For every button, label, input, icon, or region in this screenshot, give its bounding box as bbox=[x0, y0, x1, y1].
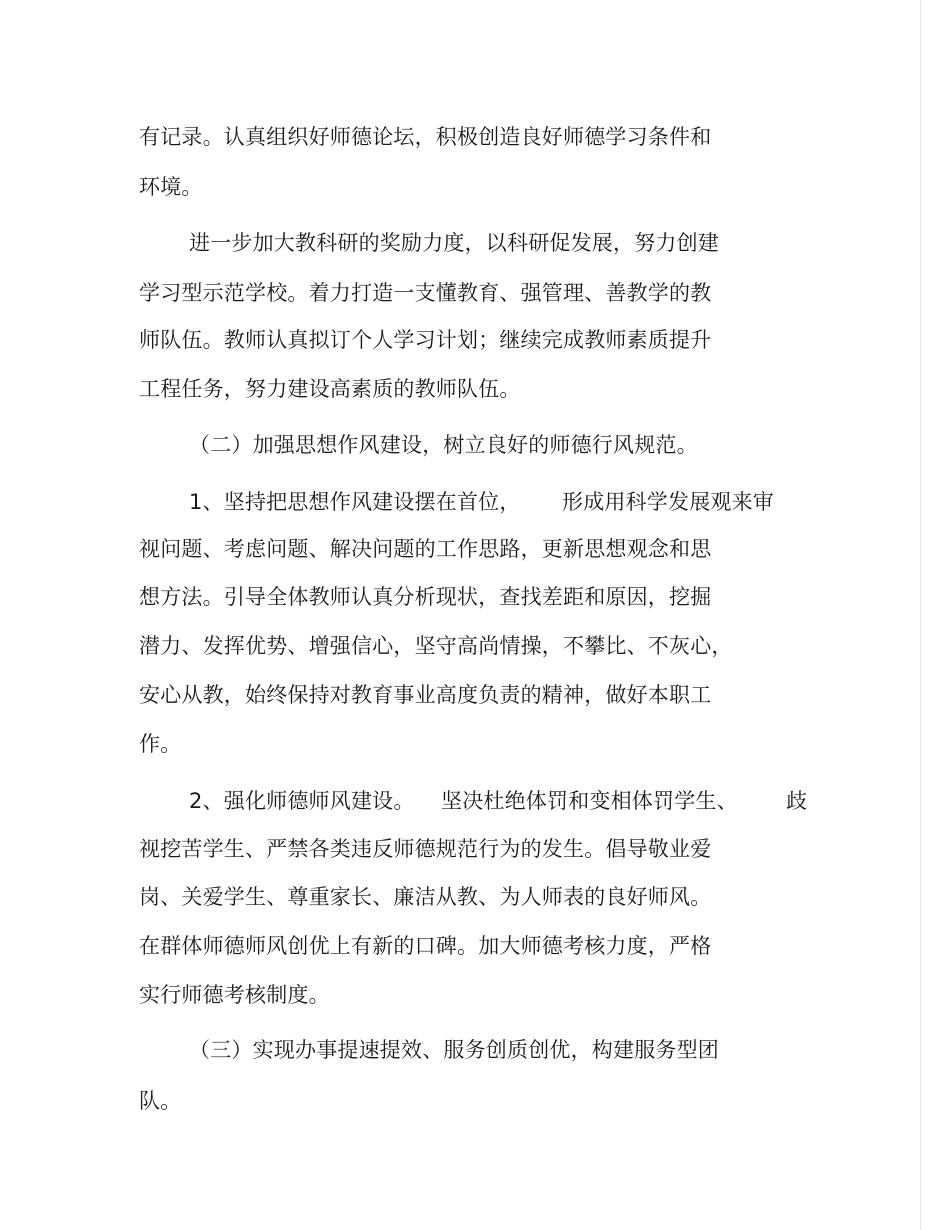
text-line-16: 岗、关爱学生、尊重家长、廉洁从教、为人师表的良好师风。 bbox=[139, 885, 712, 909]
text-line-14a: 2、强化师德师风建设。 bbox=[189, 789, 415, 813]
text-line-8b: 形成用科学发展观来审 bbox=[562, 490, 774, 514]
text-line-14c: 歧 bbox=[786, 789, 808, 813]
text-line-14b: 坚决杜绝体罚和变相体罚学生、 bbox=[441, 789, 738, 813]
text-line-12: 安心从教，始终保持对教育事业高度负责的精神，做好本职工 bbox=[139, 683, 712, 707]
text-line-11: 潜力、发挥优势、增强信心，坚守高尚情操，不攀比、不灰心， bbox=[139, 634, 733, 658]
text-line-13: 作。 bbox=[139, 732, 182, 756]
text-line-6: 工程任务，努力建设高素质的教师队伍。 bbox=[139, 377, 521, 401]
text-line-10: 想方法。引导全体教师认真分析现状，查找差距和原因，挖掘 bbox=[139, 585, 712, 609]
text-line-18: 实行师德考核制度。 bbox=[139, 983, 330, 1007]
section-heading-2: （二）加强思想作风建设，树立良好的师德行风规范。 bbox=[189, 433, 698, 457]
page-edge-divider bbox=[920, 0, 921, 1230]
text-line-20: 队。 bbox=[139, 1089, 182, 1113]
text-line-2: 环境。 bbox=[139, 175, 203, 199]
text-line-5: 师队伍。教师认真拟订个人学习计划；继续完成教师素质提升 bbox=[139, 328, 712, 352]
text-line-3: 进一步加大教科研的奖励力度，以科研促发展，努力创建 bbox=[189, 231, 719, 255]
text-line-15: 视挖苦学生、严禁各类违反师德规范行为的发生。倡导敬业爱 bbox=[139, 837, 712, 861]
section-heading-3: （三）实现办事提速提效、服务创质创优，构建服务型团 bbox=[189, 1038, 719, 1062]
text-line-1: 有记录。认真组织好师德论坛，积极创造良好师德学习条件和 bbox=[139, 125, 712, 149]
text-line-17: 在群体师德师风创优上有新的口碑。加大师德考核力度，严格 bbox=[139, 934, 712, 958]
text-line-9: 视问题、考虑问题、解决问题的工作思路，更新思想观念和思 bbox=[139, 537, 712, 561]
text-line-8a: 1、坚持把思想作风建设摆在首位， bbox=[189, 490, 521, 514]
text-line-4: 学习型示范学校。着力打造一支懂教育、强管理、善教学的教 bbox=[139, 281, 712, 305]
